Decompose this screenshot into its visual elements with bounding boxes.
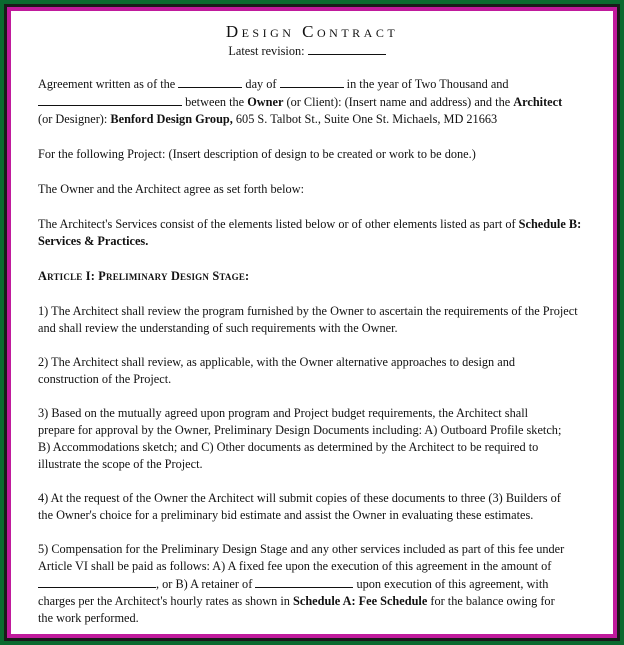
item-1: 1) The Architect shall review the program furnished by the Owner to ascertain the requirements of the Project and shall review the understanding of such requirements with the Owner.	[38, 304, 578, 335]
project-paragraph: For the following Project: (Insert description of design to be created or work to be done.)	[38, 147, 476, 161]
agreement-paragraph	[38, 75, 598, 128]
services-text: The Architect's Services consist of the elements listed below or of other elements listed as part of	[38, 217, 516, 231]
item-5-line-1: 5) Compensation for the Preliminary Design Stage and any other services included as part of this fee under	[38, 542, 565, 556]
item-5-line-3b: upon execution of this agreement, with	[356, 577, 549, 591]
document-page	[11, 11, 613, 634]
item-5-line-5: the work performed.	[38, 611, 139, 625]
contract-body	[38, 75, 598, 627]
agree-paragraph: The Owner and the Architect agree as set forth below:	[38, 182, 304, 196]
client-blank	[38, 93, 182, 106]
item-3	[38, 405, 598, 473]
item-5-line-4a: charges per the Architect's hourly rates as shown in	[38, 594, 290, 608]
firm-address: 605 S. Talbot St., Suite One St. Michaels, MD 21663	[235, 112, 498, 126]
item-3-line-1: 3) Based on the mutually agreed upon program and Project budget requirements, the Architect shall	[38, 406, 529, 420]
item-2: 2) The Architect shall review, as applicable, with the Owner alternative approaches to design and construction of the Project.	[38, 355, 516, 386]
item-4	[38, 490, 598, 524]
page-title	[11, 22, 613, 42]
item-3-line-3: B) Accommodations sketch; and C) Other documents as determined by the Architect to be required to	[38, 440, 539, 454]
agreement-text-c: in the year of Two Thousand and	[346, 77, 509, 91]
architect-label: Architect	[513, 95, 563, 109]
agreement-text-f: (or Designer):	[38, 112, 108, 126]
revision-label: Latest revision:	[228, 44, 305, 58]
services-schedule: Schedule B: Services & Practices.	[38, 217, 582, 248]
retainer-blank	[255, 575, 353, 588]
item-5-line-4b: for the balance owing for	[430, 594, 555, 608]
item-5-line-2: Article VI shall be paid as follows: A) A fixed fee upon the execution of this agreement in the amount of	[38, 559, 552, 573]
revision-blank	[308, 42, 386, 55]
month-blank	[280, 75, 344, 88]
firm-name: Benford Design Group,	[110, 112, 233, 126]
agreement-text-d: between the	[185, 95, 245, 109]
article-heading: Article I: Preliminary Design Stage:	[38, 269, 250, 283]
item-4-line-1: 4) At the request of the Owner the Architect will submit copies of these documents to three (3) Builders of	[38, 491, 561, 505]
agreement-text-e: (or Client): (Insert name and address) and the	[286, 95, 511, 109]
fee-schedule-ref: Schedule A: Fee Schedule	[293, 594, 428, 608]
item-3-line-2: prepare for approval by the Owner, Preliminary Design Documents including: A) Outboard Profile sketch;	[38, 423, 562, 437]
item-3-line-4: illustrate the scope of the Project.	[38, 457, 203, 471]
item-5	[38, 541, 598, 627]
owner-label: Owner	[247, 95, 284, 109]
item-5-line-3a: , or B) A retainer of	[156, 577, 253, 591]
item-4-line-2: the Owner's choice for a preliminary bid estimate and assist the Owner in evaluating these estimates.	[38, 508, 534, 522]
title-text: Design Contract	[225, 22, 399, 41]
revision-line	[11, 42, 613, 59]
fixed-fee-blank	[38, 575, 156, 588]
agreement-text-a: Agreement written as of the	[38, 77, 176, 91]
services-paragraph	[38, 216, 598, 250]
date-blank	[178, 75, 242, 88]
agreement-text-b: day of	[245, 77, 277, 91]
